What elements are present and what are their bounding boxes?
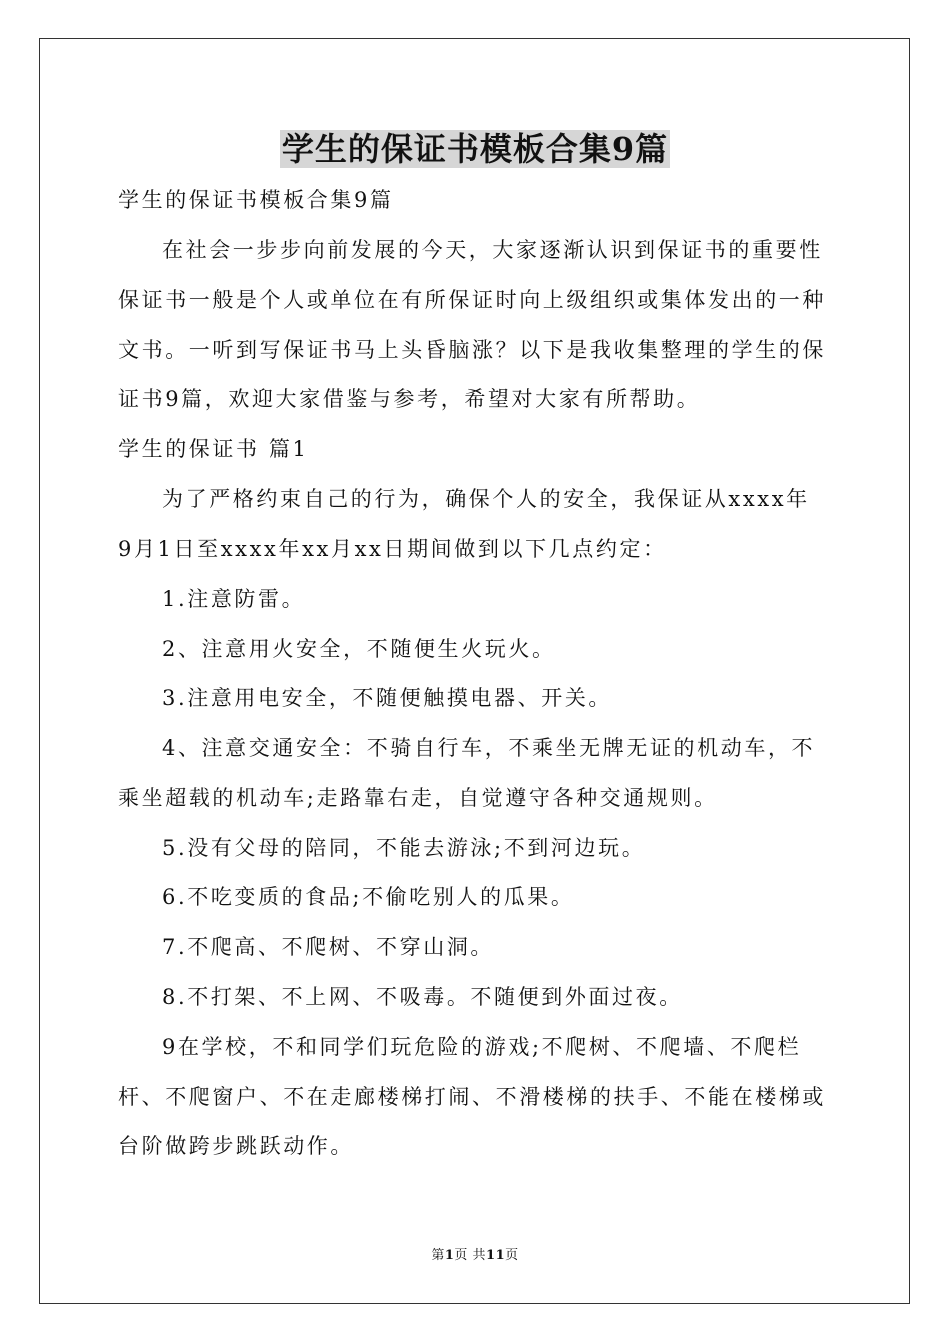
paragraph-line: 为了严格约束自己的行为，确保个人的安全，我保证从xxxx年 bbox=[162, 487, 810, 511]
footer-page-mid: 页 共 bbox=[454, 1248, 487, 1263]
list-item: 7.不爬高、不爬树、不穿山洞。 bbox=[162, 935, 495, 959]
page-border bbox=[39, 38, 910, 1304]
document-title bbox=[0, 124, 950, 174]
list-item: 2、注意用火安全，不随便生火玩火。 bbox=[162, 637, 556, 661]
list-item-continuation: 台阶做跨步跳跃动作。 bbox=[118, 1134, 354, 1158]
page-footer bbox=[0, 1246, 950, 1266]
footer-page-total: 11 bbox=[486, 1248, 506, 1263]
list-item: 9在学校，不和同学们玩危险的游戏;不爬树、不爬墙、不爬栏 bbox=[162, 1035, 802, 1059]
subtitle-line: 学生的保证书模板合集9篇 bbox=[118, 188, 394, 212]
footer-page-prefix: 第 bbox=[431, 1248, 445, 1263]
paragraph-line: 保证书一般是个人或单位在有所保证时向上级组织或集体发出的一种 bbox=[118, 288, 826, 312]
section-heading: 学生的保证书 篇1 bbox=[118, 437, 309, 461]
list-item: 6.不吃变质的食品;不偷吃别人的瓜果。 bbox=[162, 885, 575, 909]
list-item: 1.注意防雷。 bbox=[162, 587, 306, 611]
footer-page-suffix: 页 bbox=[505, 1248, 519, 1263]
list-item-continuation: 乘坐超载的机动车;走路靠右走，自觉遵守各种交通规则。 bbox=[118, 786, 718, 810]
footer-page-current: 1 bbox=[444, 1248, 455, 1263]
list-item: 5.没有父母的陪同，不能去游泳;不到河边玩。 bbox=[162, 836, 646, 860]
list-item: 8.不打架、不上网、不吸毒。不随便到外面过夜。 bbox=[162, 985, 683, 1009]
paragraph-line: 在社会一步步向前发展的今天，大家逐渐认识到保证书的重要性 bbox=[162, 238, 823, 262]
list-item: 3.注意用电安全，不随便触摸电器、开关。 bbox=[162, 686, 613, 710]
document-title-text: 学生的保证书模板合集9篇 bbox=[281, 130, 669, 168]
paragraph-line: 文书。一听到写保证书马上头昏脑涨？以下是我收集整理的学生的保 bbox=[118, 338, 826, 362]
list-item: 4、注意交通安全：不骑自行车，不乘坐无牌无证的机动车，不 bbox=[162, 736, 816, 760]
list-item-continuation: 杆、不爬窗户、不在走廊楼梯打闹、不滑楼梯的扶手、不能在楼梯或 bbox=[118, 1085, 826, 1109]
paragraph-line: 证书9篇，欢迎大家借鉴与参考，希望对大家有所帮助。 bbox=[118, 387, 701, 411]
paragraph-line: 9月1日至xxxx年xx月xx日期间做到以下几点约定： bbox=[118, 537, 667, 561]
